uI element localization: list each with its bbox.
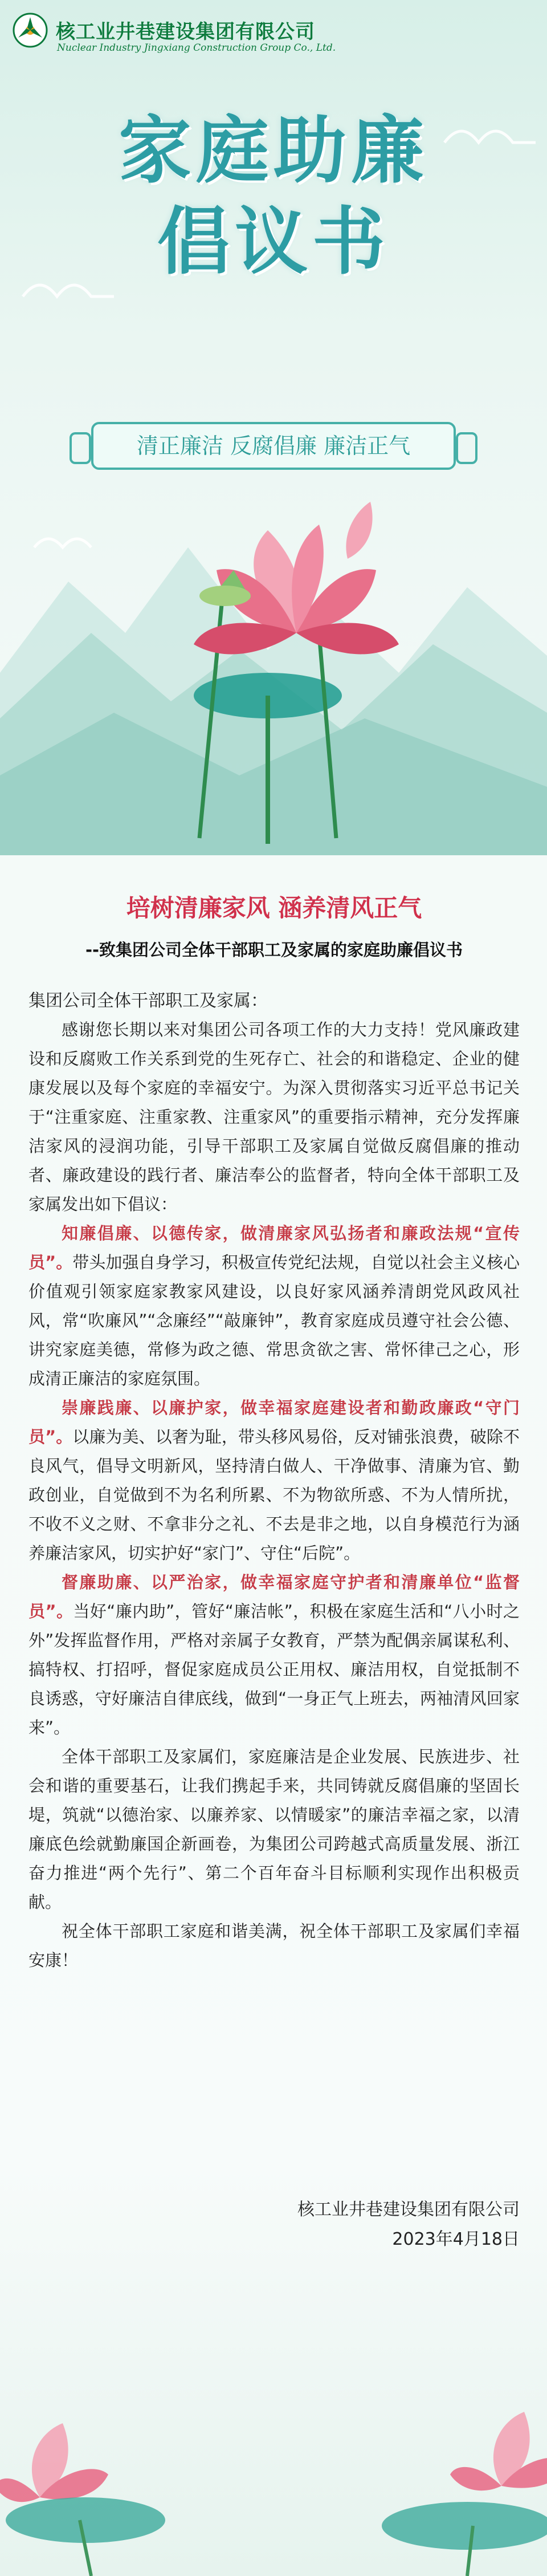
slogan-banner: 清正廉洁 反腐倡廉 廉洁正气: [91, 422, 456, 470]
closing-paragraph: 全体干部职工及家属们，家庭廉洁是企业发展、民族进步、社会和谐的重要基石，让我们携起手来，共同铸就反腐倡廉的坚固长堤，筑就“以德治家、以廉养家、以情暖家”的廉洁幸福之家，以清廉底色绘就勤廉国企新画卷，为集团公司跨越式高质量发展、浙江奋力推进“两个先行”、第二个百年奋斗目标顺利实现作出积极贡献。: [28, 1747, 520, 1912]
signature: 核工业井巷建设集团有限公司: [297, 2200, 520, 2220]
letter-subheading: --致集团公司全体干部职工及家属的家庭助廉倡议书: [85, 940, 463, 960]
initiative-2-text: 以廉为美、以奢为耻，带头移风易俗，反对铺张浪费，破除不良风气，倡导文明新风，坚持清白做人、干净做事、清廉为官、勤政创业，自觉做到不为名利所累、不为物欲所惑、不为人情所扰，不收不义之财、不拿非分之礼、不去是非之地，以自身模范行为涵养廉洁家风，切实护好“家门”、守住“后院”。: [28, 1427, 520, 1563]
letter-heading: 培树清廉家风 涵养清风正气: [126, 894, 422, 922]
initiative-3: [28, 1568, 520, 1742]
bottom-lotus-left: [0, 2423, 165, 2576]
initiative-2-highlight: 崇廉践廉、以廉护家，做幸福家庭建设者和勤政廉政“守门员”。: [28, 1398, 520, 1447]
title-line-1: 家庭助廉: [118, 108, 428, 193]
lotus-bud-icon: [346, 502, 372, 559]
initiative-3-highlight: 督廉助廉、以严治家，做幸福家庭守护者和清廉单位“监督员”。: [28, 1573, 520, 1621]
initiative-1: [28, 1219, 520, 1393]
salutation: 集团公司全体干部职工及家属：: [28, 991, 268, 1011]
date: 2023年4月18日: [392, 2229, 520, 2249]
wish-paragraph: 祝全体干部职工家庭和谐美满，祝全体干部职工及家属们幸福安康！: [28, 1921, 520, 1970]
company-logo-icon: [13, 13, 48, 48]
bottom-lotus-right: [382, 2412, 547, 2576]
company-name-en: Nuclear Industry Jingxiang Construction Group Co., Ltd.: [57, 42, 336, 54]
initiative-1-highlight: 知廉倡廉、以德传家，做清廉家风弘扬者和廉政法规“宣传员”。: [28, 1224, 520, 1272]
initiative-3-text: 当好“廉内助”，管好“廉洁帐”，积极在家庭生活和“八小时之外”发挥监督作用，严格对亲属子女教育，严禁为配偶亲属谋私利、搞特权、打招呼，督促家庭成员公正用权、廉洁用权，自觉抵制不良诱惑，守好廉洁自律底线，做到“一身正气上班去，两袖清风回家来”。: [28, 1602, 520, 1737]
header: [0, 0, 547, 63]
initiative-1-text: 带头加强自身学习，积极宣传党纪法规，自觉以社会主义核心价值观引领家庭家教家风建设，以良好家风涵养清朗党风政风社风，常“吹廉风”“念廉经”“敲廉钟”，教育家庭成员遵守社会公德、讲究家庭美德，常修为政之德、常思贪欲之害、常怀律己之心，形成清正廉洁的家庭氛围。: [28, 1253, 520, 1388]
company-name-cn: 核工业井巷建设集团有限公司: [56, 21, 315, 43]
letter-body: [28, 889, 520, 2249]
title-line-2: 倡议书: [157, 199, 390, 285]
intro-paragraph: 感谢您长期以来对集团公司各项工作的大力支持！党风廉政建设和反腐败工作关系到党的生死存亡、社会的和谐稳定、企业的健康发展以及每个家庭的幸福安宁。为深入贯彻落实习近平总书记关于“注重家庭、注重家教、注重家风”的重要指示精神，充分发挥廉洁家风的浸润功能，引导干部职工及家属自觉做反腐倡廉的推动者、廉政建设的践行者、廉洁奉公的监督者，特向全体干部职工及家属发出如下倡议：: [28, 1020, 520, 1214]
cloud-icon: [23, 131, 536, 547]
initiative-2: [28, 1393, 520, 1568]
